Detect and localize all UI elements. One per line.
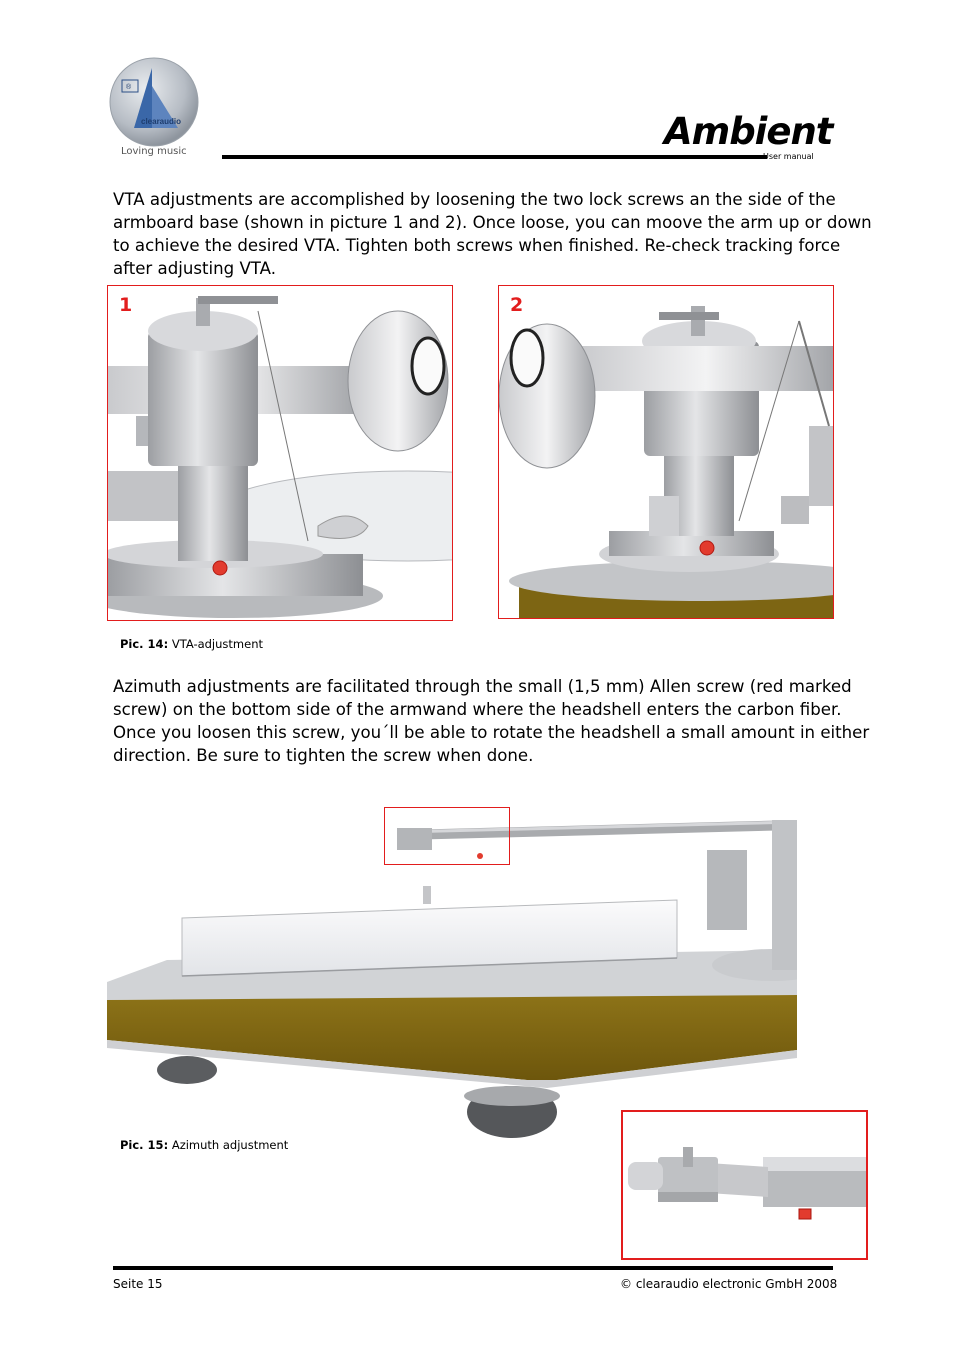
azimuth-paragraph: Azimuth adjustments are facilitated through the small (1,5 mm) Allen screw (red marked screw) on the bottom side of the armwand where the headshell enters the carbon fiber. Once you loosen this screw, you´ll be able to rotate the headshell a small amount in either direction. Be sure to tighten the screw when done. bbox=[113, 677, 870, 765]
caption-text: VTA-adjustment bbox=[168, 637, 263, 651]
copyright-notice: © clearaudio electronic GmbH 2008 bbox=[620, 1277, 838, 1291]
caption-pic-14 bbox=[120, 637, 263, 651]
logo-wordmark: clearaudio bbox=[141, 117, 182, 126]
picture-number-2: 2 bbox=[510, 294, 524, 316]
caption-prefix: Pic. 14: bbox=[120, 637, 169, 651]
vta-picture-2 bbox=[498, 285, 834, 619]
brand-title: Ambient bbox=[664, 110, 833, 153]
caption-prefix: Pic. 15: bbox=[120, 1138, 169, 1152]
picture-number-1: 1 bbox=[119, 294, 133, 316]
logo-tagline: Loving music bbox=[121, 146, 187, 157]
caption-pic-15 bbox=[120, 1138, 288, 1152]
footer-rule bbox=[113, 1266, 833, 1270]
vta-picture-1 bbox=[107, 285, 453, 621]
brand-subtitle: User manual bbox=[763, 152, 814, 161]
svg-text:®: ® bbox=[126, 84, 132, 91]
azimuth-marker-box bbox=[384, 807, 510, 865]
azimuth-zoom-inset bbox=[621, 1110, 868, 1260]
caption-text: Azimuth adjustment bbox=[168, 1138, 289, 1152]
vta-paragraph: VTA adjustments are accomplished by loosening the two lock screws an the side of the armboard base (shown in picture 1 and 2). Once loose, you can moove the arm up or down to achieve the desired VTA. Tighten both screws when finished. Re-check tracking force after adjusting VTA. bbox=[113, 190, 872, 278]
page-number: Seite 15 bbox=[113, 1277, 163, 1291]
header-rule bbox=[222, 155, 767, 159]
